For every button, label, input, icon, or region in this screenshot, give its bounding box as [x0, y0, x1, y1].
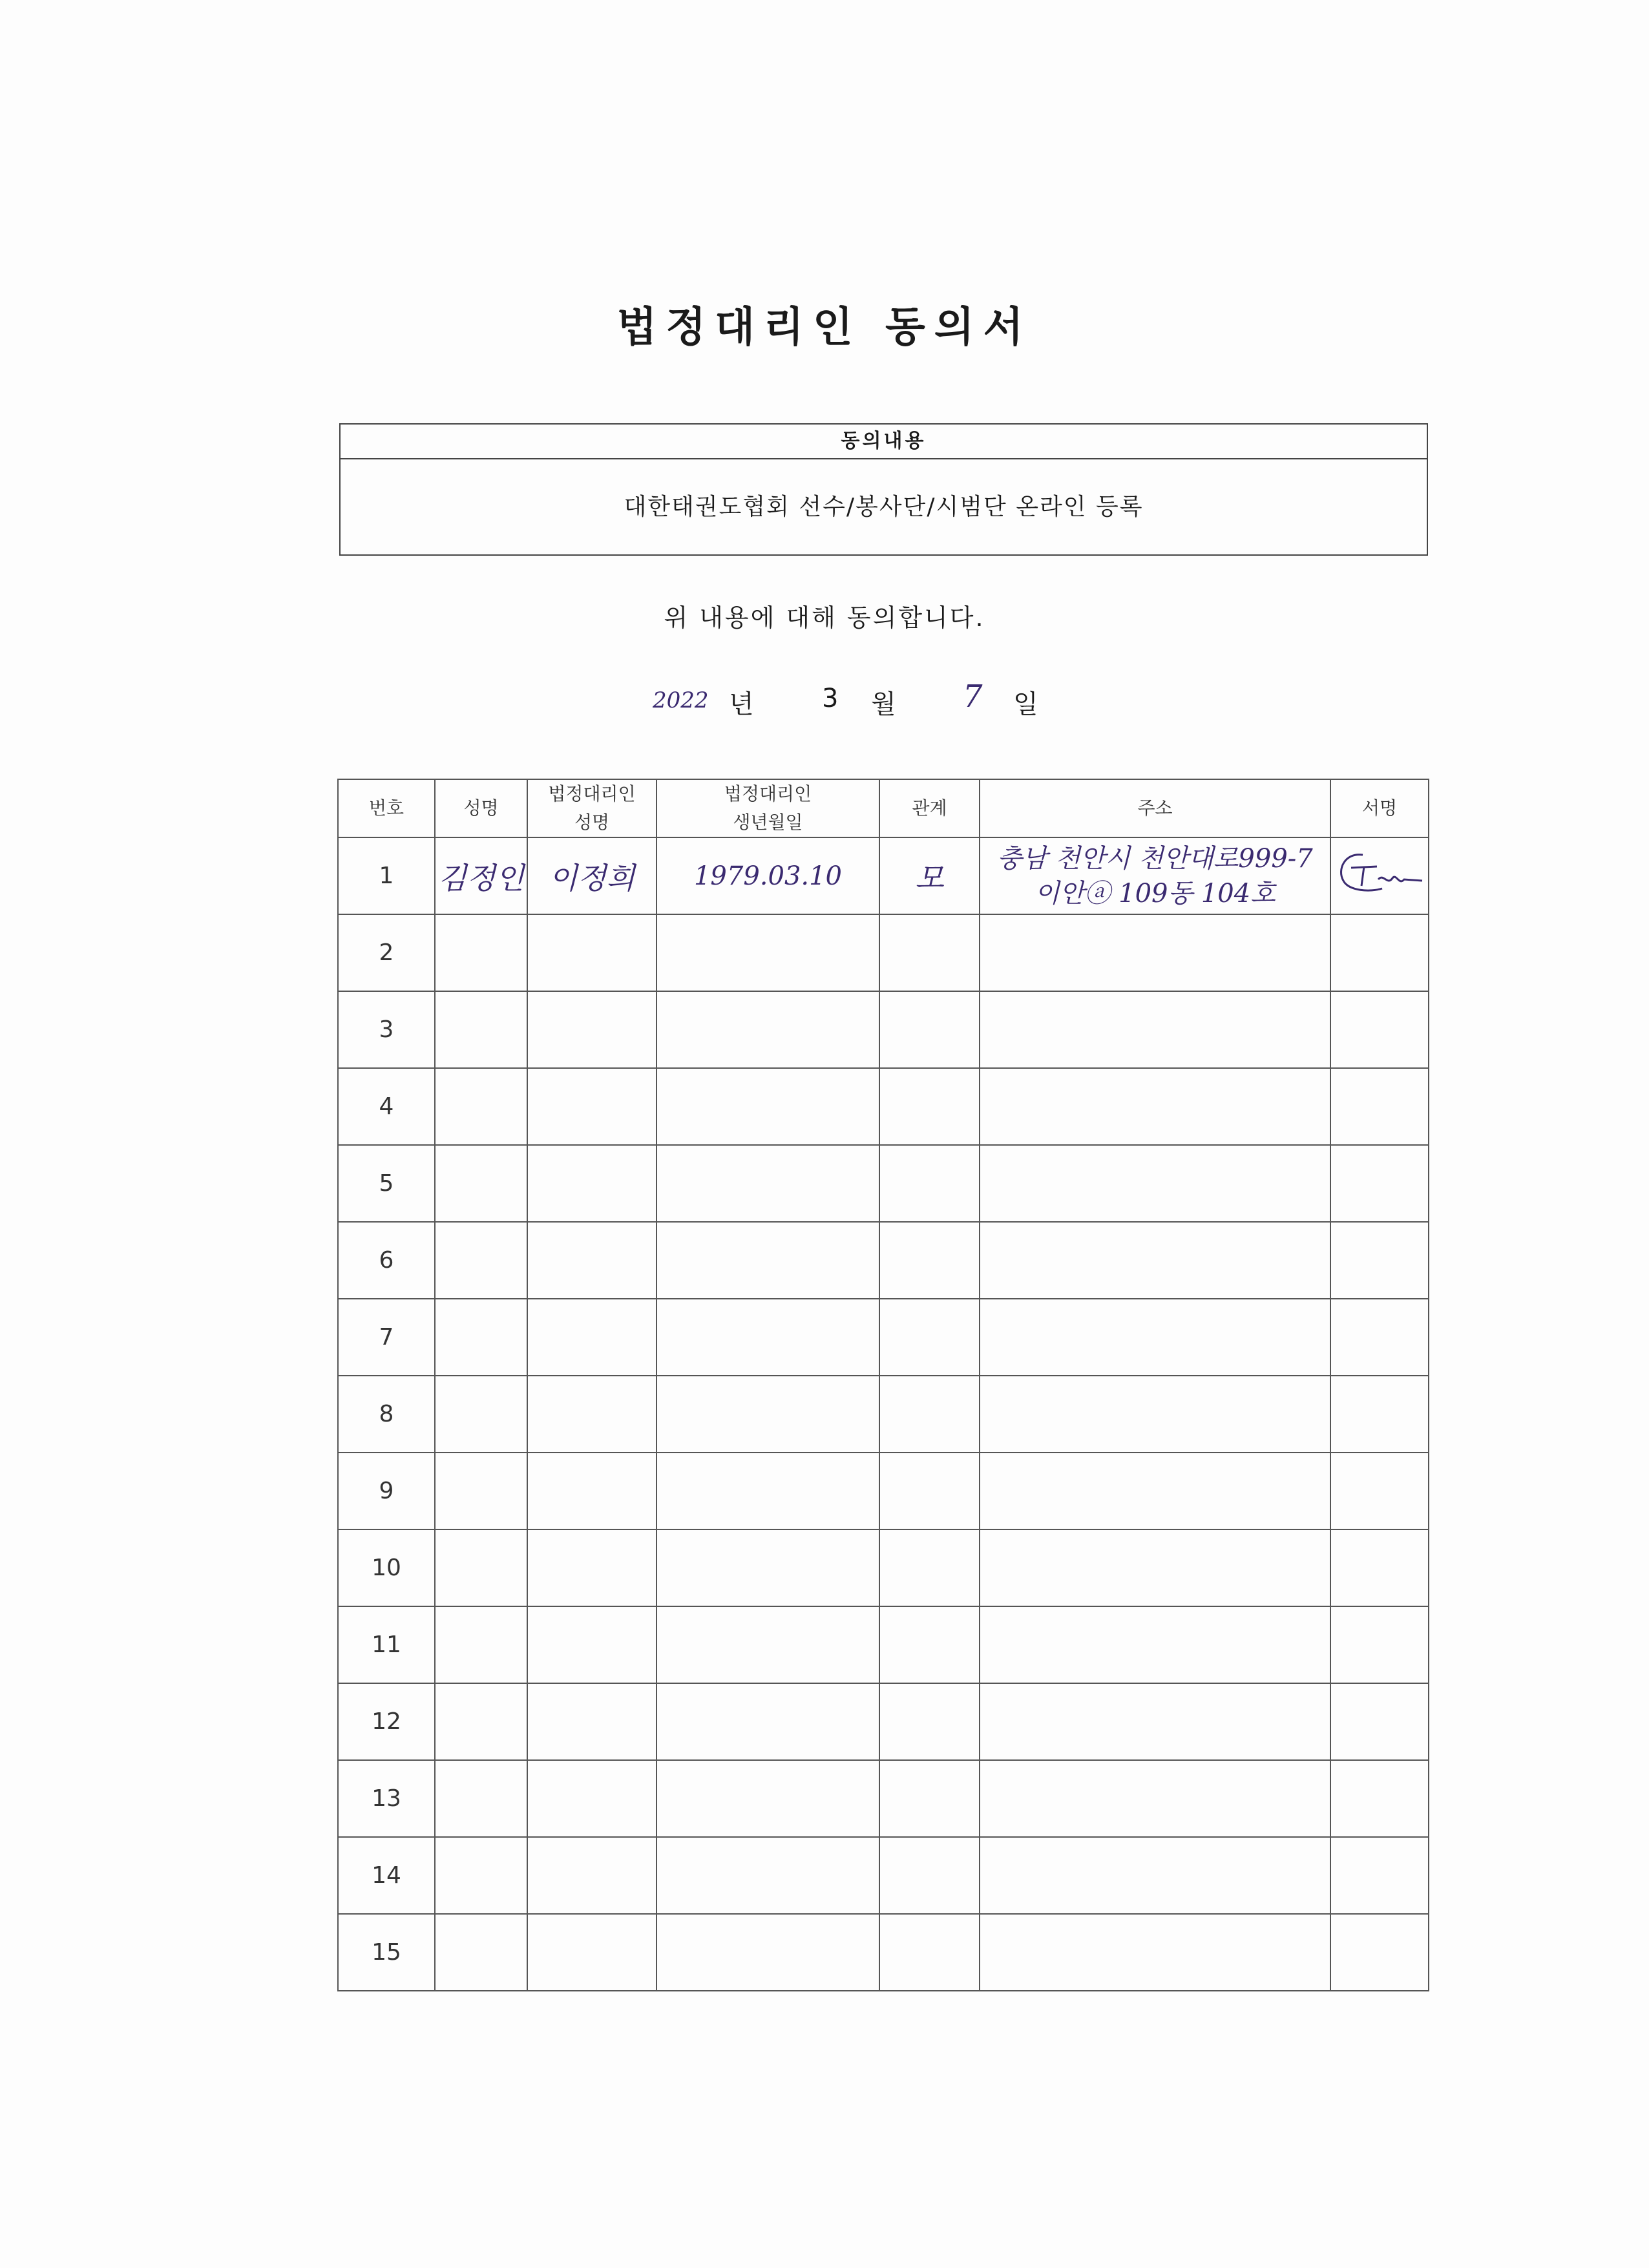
table-header-row — [338, 779, 1429, 837]
table-row: 5 — [338, 1145, 1429, 1222]
table-row: 15 — [338, 1914, 1429, 1991]
date-month-value: 3 — [822, 684, 839, 713]
consent-content: 대한태권도협회 선수/봉사단/시범단 온라인 등록 — [624, 494, 1144, 520]
date-year-value: 2022 — [653, 688, 709, 713]
header-address: 주소 — [980, 779, 1330, 837]
header-number: 번호 — [338, 779, 435, 837]
table-row: 10 — [338, 1529, 1429, 1606]
header-guardian-dob: 법정대리인 생년월일 — [656, 779, 879, 837]
consent-box — [339, 423, 1428, 556]
table-row: 2 — [338, 914, 1429, 991]
row-relation: 모 — [879, 837, 980, 914]
table-row: 11 — [338, 1606, 1429, 1683]
document-title: 법정대리인 동의서 — [616, 304, 1033, 352]
table-row: 14 — [338, 1837, 1429, 1914]
row-address: 충남 천안시 천안대로999-7 이안ⓐ 109동 104호 — [980, 837, 1330, 914]
date-month-label: 월 — [871, 689, 896, 719]
agreement-text: 위 내용에 대해 동의합니다. — [664, 604, 985, 632]
date-day-value: 7 — [963, 678, 983, 715]
header-signature: 서명 — [1330, 779, 1429, 837]
row-guardian-name: 이정희 — [527, 837, 656, 914]
table-row: 9 — [338, 1453, 1429, 1529]
table-row: 3 — [338, 991, 1429, 1068]
date-day-label: 일 — [1013, 689, 1038, 719]
row-name: 김정인 — [435, 837, 527, 914]
guardian-table — [337, 779, 1429, 1991]
handwritten-signature — [1332, 841, 1427, 905]
header-guardian-name: 법정대리인 성명 — [527, 779, 656, 837]
date-year-label: 년 — [729, 689, 754, 719]
row-guardian-dob: 1979.03.10 — [656, 837, 879, 914]
table-row: 6 — [338, 1222, 1429, 1299]
table-row — [338, 837, 1429, 914]
row-number: 1 — [338, 837, 435, 914]
row-signature — [1330, 837, 1429, 914]
table-row: 8 — [338, 1376, 1429, 1453]
table-row: 13 — [338, 1760, 1429, 1837]
header-relation: 관계 — [879, 779, 980, 837]
header-name: 성명 — [435, 779, 527, 837]
table-row: 12 — [338, 1683, 1429, 1760]
table-row: 7 — [338, 1299, 1429, 1376]
table-row: 4 — [338, 1068, 1429, 1145]
consent-header: 동의내용 — [341, 425, 1427, 459]
